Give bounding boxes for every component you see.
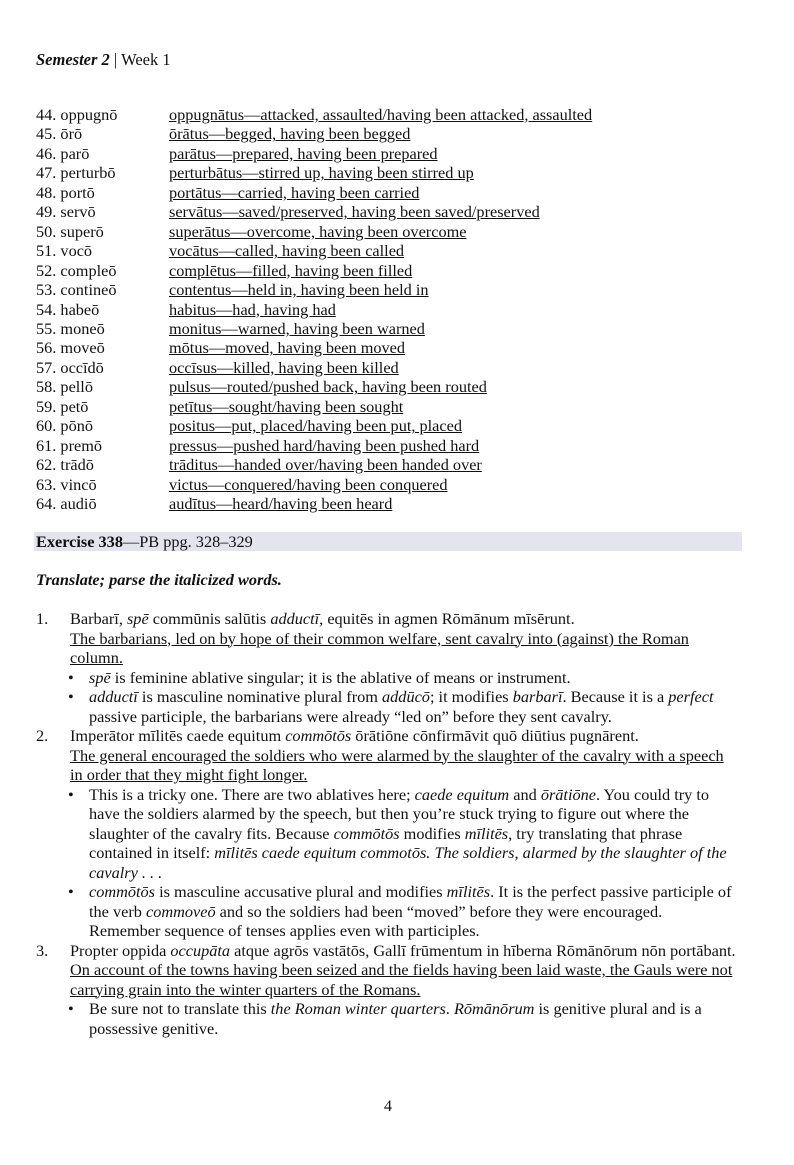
italic-text: addūcō — [382, 687, 430, 706]
vocab-definition: perturbātus—stirred up, having been stirred up — [169, 163, 474, 183]
vocab-row — [36, 358, 592, 377]
vocab-row — [36, 105, 592, 124]
italic-text: the Roman winter quarters — [270, 999, 446, 1018]
vocab-definition: superātus—overcome, having been overcome — [169, 221, 467, 241]
text: and — [509, 784, 541, 804]
vocab-definition: servātus—saved/preserved, having been saved/preserved — [169, 202, 540, 222]
italic-text: perfect — [668, 687, 714, 706]
bullet-icon: • — [68, 667, 74, 687]
vocab-verb: 61. premō — [36, 435, 103, 455]
italic-text: barbarī — [512, 687, 563, 706]
header-separator: | — [109, 50, 122, 69]
vocab-verb: 51. vocō — [36, 241, 93, 261]
text: . Because it is a — [562, 687, 669, 706]
text: modifies — [399, 823, 465, 843]
translation: The barbarians, led on by hope of their common welfare, sent cavalry into (against) the Roman column. — [70, 628, 689, 667]
text: is masculine nominative plural from — [137, 687, 383, 706]
text: Barbarī, — [70, 609, 127, 628]
exercise-title: Exercise 338 — [36, 532, 123, 551]
instruction: Translate; parse the italicized words. — [36, 570, 282, 589]
vocab-verb: 60. pōnō — [36, 416, 93, 436]
text: is feminine ablative singular; it is the ablative of means or instrument. — [110, 667, 571, 687]
vocab-definition: trāditus—handed over/having been handed over — [169, 455, 482, 475]
vocab-verb: 49. servō — [36, 202, 96, 222]
text: This is a tricky one. There are two ablatives here; — [89, 784, 415, 804]
italic-text: commōtōs — [333, 823, 400, 843]
vocab-verb: 59. petō — [36, 396, 89, 416]
text: Imperātor mīlitēs caede equitum — [70, 726, 286, 745]
vocab-verb: 46. parō — [36, 143, 90, 163]
vocab-definition: habitus—had, having had — [169, 299, 336, 319]
italic-text: caede equitum — [414, 784, 510, 804]
vocab-row — [36, 261, 592, 280]
vocab-definition: audītus—heard/having been heard — [169, 494, 393, 514]
vocab-verb: 63. vincō — [36, 474, 97, 494]
vocab-definition: portātus—carried, having been carried — [169, 182, 420, 202]
vocab-definition: ōrātus—begged, having been begged — [169, 124, 411, 144]
item-body — [70, 726, 736, 941]
bullet-icon: • — [68, 882, 74, 901]
vocab-definition: occīsus—killed, having been killed — [169, 357, 399, 377]
vocab-verb: 62. trādō — [36, 455, 94, 475]
vocab-definition: victus—conquered/having been conquered — [169, 474, 448, 494]
vocab-row — [36, 475, 592, 494]
vocab-definition: pressus—pushed hard/having been pushed hard — [169, 435, 480, 455]
note-text — [89, 999, 736, 1038]
vocab-definition: vocātus—called, having been called — [169, 241, 405, 261]
text: . — [445, 999, 454, 1018]
italic-text: mīlitēs caede equitum commotōs. The soldiers, alarmed by the slaughter of the cavalry . . . — [89, 843, 727, 882]
text: . You could try to have the soldiers alarmed by the speech, but then you’re stuck trying to figure out where the slaughter of the cavalry fits. Because — [89, 784, 710, 843]
text: and so the soldiers had been “moved” before they were encouraged. Remember sequence of tenses applies even with participles. — [89, 901, 663, 940]
vocab-row — [36, 222, 592, 241]
vocab-list — [36, 105, 592, 514]
vocab-definition: oppugnātus—attacked, assaulted/having been attacked, assaulted — [169, 105, 593, 124]
note-bullet — [68, 882, 736, 941]
vocab-verb: 64. audiō — [36, 494, 97, 514]
vocab-row — [36, 280, 592, 299]
vocab-verb: 58. pellō — [36, 377, 93, 397]
note-bullet — [68, 999, 736, 1038]
vocab-row — [36, 397, 592, 416]
vocab-verb: 48. portō — [36, 182, 95, 202]
italic-text: spē — [89, 667, 111, 687]
italic-text: spē — [126, 609, 149, 628]
text: Be sure not to translate this — [89, 999, 271, 1018]
text: ; it modifies — [429, 687, 513, 706]
vocab-row — [36, 144, 592, 163]
translation: On account of the towns having been seized and the fields having been laid waste, the Gauls were not carrying grain into the winter quarters of the Romans. — [70, 960, 733, 999]
text: is genitive plural and is a possessive genitive. — [89, 999, 702, 1038]
vocab-verb: 54. habeō — [36, 299, 100, 319]
vocab-row — [36, 163, 592, 182]
vocab-row — [36, 300, 592, 319]
item-body — [70, 941, 736, 1039]
exercise-item — [36, 941, 736, 1039]
note-bullet — [68, 668, 736, 688]
exercise-item — [36, 609, 736, 726]
exercise-heading — [34, 532, 742, 551]
vocab-definition: contentus—held in, having been held in — [169, 280, 429, 300]
vocab-verb: 57. occīdō — [36, 357, 104, 377]
italic-text: commōtōs — [285, 726, 352, 745]
vocab-row — [36, 202, 592, 221]
item-number: 2. — [36, 726, 49, 745]
vocab-verb: 50. superō — [36, 221, 104, 241]
latin-sentence — [70, 941, 736, 961]
latin-sentence — [70, 609, 736, 629]
text: . It is the perfect passive participle of the verb — [89, 882, 732, 921]
vocab-row — [36, 319, 592, 338]
exercise-items — [36, 609, 736, 1038]
vocab-row — [36, 241, 592, 260]
text: , equitēs in agmen Rōmānum mīsērunt. — [319, 609, 575, 628]
bullet-icon: • — [68, 784, 74, 804]
translation: The general encouraged the soldiers who were alarmed by the slaughter of the cavalry with a speech in order that they might fight longer. — [70, 745, 724, 784]
vocab-verb: 52. compleō — [36, 260, 117, 280]
note-text — [89, 882, 736, 941]
text: is masculine accusative plural and modifies — [155, 882, 447, 901]
vocab-verb: 44. oppugnō — [36, 105, 118, 124]
italic-text: Rōmānōrum — [453, 999, 535, 1018]
vocab-row — [36, 124, 592, 143]
vocab-definition: pulsus—routed/pushed back, having been routed — [169, 377, 487, 397]
italic-text: ōrātiōne — [540, 784, 596, 804]
vocab-verb: 45. ōrō — [36, 124, 83, 144]
vocab-row — [36, 416, 592, 435]
text: atque agrōs vastātōs, Gallī frūmentum in hīberna Rōmānōrum nōn portābant. — [230, 940, 736, 960]
italic-text: mīlitēs — [446, 882, 491, 901]
text: ōrātiōne cōnfirmāvit quō diūtius pugnārent. — [351, 726, 639, 745]
item-body — [70, 609, 736, 726]
vocab-row — [36, 455, 592, 474]
italic-text: adductī — [270, 609, 320, 628]
vocab-row — [36, 494, 592, 513]
text: commūnis salūtis — [148, 609, 271, 628]
text: passive participle, the barbarians were already “led on” before they sent cavalry. — [89, 706, 612, 726]
vocab-definition: positus—put, placed/having been put, placed — [169, 416, 462, 436]
bullet-icon: • — [68, 999, 74, 1018]
vocab-definition: monitus—warned, having been warned — [169, 318, 425, 338]
text: , try translating that phrase contained in itself: — [89, 823, 683, 862]
text: Propter oppida — [70, 940, 171, 960]
page-number: 4 — [383, 1096, 393, 1115]
item-number: 3. — [36, 940, 49, 960]
vocab-definition: petītus—sought/having been sought — [169, 396, 404, 416]
vocab-verb: 53. contineō — [36, 280, 117, 300]
italic-text: commoveō — [145, 901, 216, 921]
page-header — [36, 50, 171, 70]
vocab-definition: parātus—prepared, having been prepared — [169, 143, 438, 163]
vocab-verb: 55. moneō — [36, 318, 105, 338]
vocab-definition: complētus—filled, having been filled — [169, 260, 413, 280]
italic-text: commōtōs — [89, 882, 156, 901]
vocab-row — [36, 183, 592, 202]
vocab-definition: mōtus—moved, having been moved — [169, 338, 406, 358]
vocab-verb: 47. perturbō — [36, 163, 116, 183]
note-bullet — [68, 687, 736, 726]
note-bullet — [68, 785, 736, 883]
exercise-item — [36, 726, 736, 941]
semester-label: Semester 2 — [36, 50, 110, 69]
week-label: Week 1 — [121, 50, 171, 69]
item-number: 1. — [36, 609, 49, 628]
vocab-row — [36, 436, 592, 455]
italic-text: adductī — [89, 687, 138, 706]
note-text — [89, 687, 736, 726]
vocab-row — [36, 338, 592, 357]
italic-text: mīlitēs — [464, 823, 509, 843]
vocab-verb: 56. moveō — [36, 338, 105, 358]
italic-text: occupāta — [170, 940, 231, 960]
latin-sentence — [70, 726, 736, 746]
note-text — [89, 785, 736, 883]
vocab-row — [36, 377, 592, 396]
note-text — [89, 668, 571, 688]
exercise-reference: —PB ppg. 328–329 — [122, 532, 253, 551]
bullet-icon: • — [68, 687, 74, 706]
